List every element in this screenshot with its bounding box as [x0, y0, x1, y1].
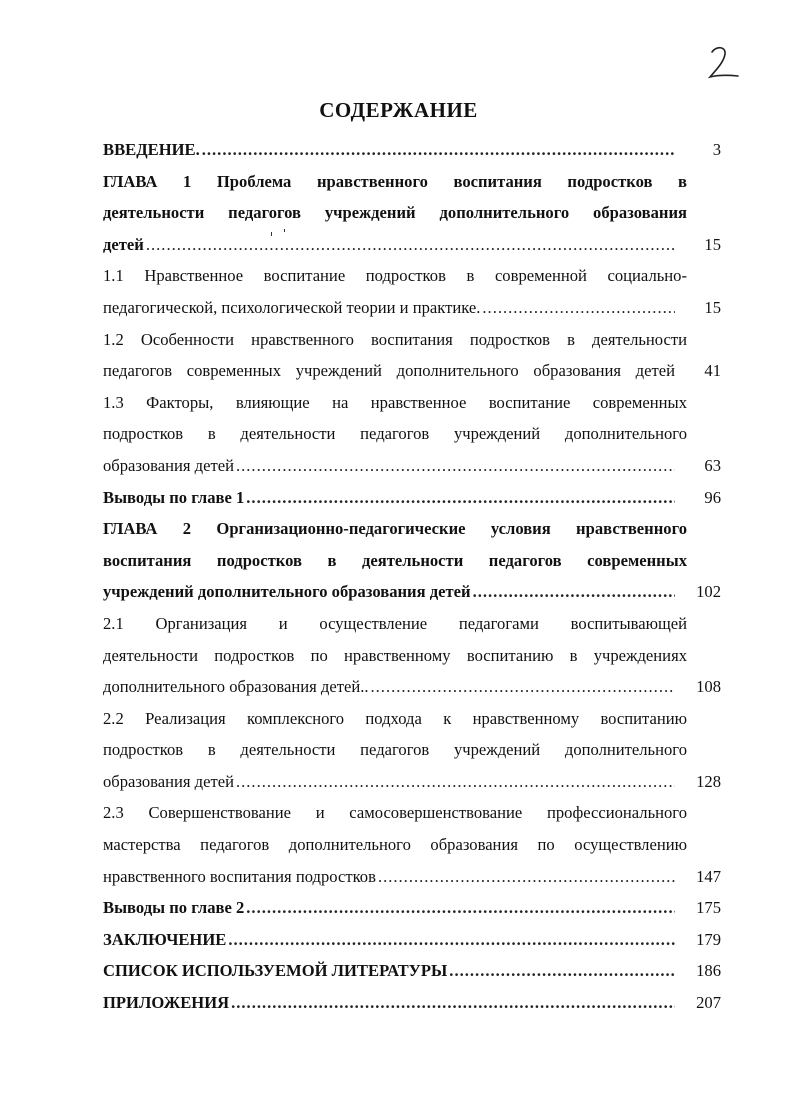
dot-leader — [449, 955, 675, 987]
toc-entry-label: ГЛАВА 1 Проблема нравственного воспитания подростков в — [103, 171, 687, 191]
toc-entry-conclusions-chapter-1[interactable] — [103, 482, 733, 514]
toc-page-number: 207 — [696, 993, 721, 1013]
toc-entry-conclusions-chapter-2[interactable] — [103, 892, 733, 924]
toc-page-number: 15 — [704, 297, 721, 317]
toc-page-number: 128 — [696, 771, 721, 791]
toc-entry-label: воспитания подростков в деятельности педагогов современных — [103, 550, 687, 570]
toc-entry-label: ПРИЛОЖЕНИЯ — [103, 993, 230, 1013]
toc-entry-introduction[interactable] — [103, 134, 733, 166]
toc-entry-label: нравственного воспитания подростков — [103, 866, 376, 886]
toc-entry-label: 2.3 Совершенствование и самосовершенствование профессионального — [103, 803, 687, 823]
toc-page-number: 102 — [696, 582, 721, 602]
toc-page-number: 63 — [704, 455, 721, 475]
toc-entry-label: учреждений дополнительного образования детей — [103, 582, 471, 602]
page-number-text — [706, 84, 707, 85]
toc-entry-section-1-1[interactable] — [103, 260, 733, 292]
toc-entry-label: подростков в деятельности педагогов учреждений дополнительного — [103, 740, 687, 760]
toc-entry-section-2-1-end — [103, 671, 733, 703]
toc-entry-label: 2.1 Организация и осуществление педагогами воспитывающей — [103, 613, 687, 633]
dot-leader — [246, 892, 675, 924]
toc-entry-label: 1.3 Факторы, влияющие на нравственное воспитание современных — [103, 392, 687, 412]
toc-entry-section-2-1[interactable] — [103, 608, 733, 640]
toc-entry-section-2-3-end — [103, 861, 733, 893]
toc-entry-chapter-1-cont — [103, 197, 733, 229]
toc-entry-label: педагогов современных учреждений дополнительного образования детей — [103, 361, 675, 381]
toc-entry-chapter-1-end — [103, 229, 733, 261]
table-of-contents — [103, 134, 733, 1019]
toc-page-number: 179 — [696, 929, 721, 949]
toc-entry-label: подростков в деятельности педагогов учреждений дополнительного — [103, 424, 687, 444]
toc-page-number: 41 — [704, 361, 721, 381]
toc-entry-section-1-2[interactable] — [103, 324, 733, 356]
toc-entry-label: образования детей — [103, 455, 234, 475]
toc-entry-label: мастерства педагогов дополнительного образования по осуществлению — [103, 835, 687, 855]
toc-entry-label: образования детей — [103, 771, 234, 791]
toc-entry-conclusion[interactable] — [103, 924, 733, 956]
page-title: СОДЕРЖАНИЕ — [319, 98, 478, 122]
toc-entry-label: ВВЕДЕНИЕ. — [103, 140, 200, 159]
dot-leader — [146, 229, 675, 261]
dot-leader — [246, 482, 675, 514]
toc-entry-label: детей — [103, 234, 144, 254]
toc-entry-section-2-2[interactable] — [103, 703, 733, 735]
toc-entry-section-2-2-end — [103, 766, 733, 798]
toc-entry-label: дополнительного образования детей.. — [103, 677, 369, 697]
toc-entry-chapter-2-cont — [103, 545, 733, 577]
toc-entry-section-1-3-cont — [103, 418, 733, 450]
toc-entry-references[interactable] — [103, 955, 733, 987]
toc-entry-section-2-3-cont — [103, 829, 733, 861]
toc-entry-label: 1.2 Особенности нравственного воспитания подростков в деятельности — [103, 329, 687, 349]
toc-entry-label: деятельности педагогов учреждений дополнительного образования — [103, 203, 687, 223]
dot-leader — [378, 861, 675, 893]
toc-page-number: 108 — [696, 677, 721, 697]
handwritten-page-number — [706, 44, 742, 84]
toc-page-number: 3 — [712, 140, 721, 159]
toc-entry-section-2-1-cont — [103, 640, 733, 672]
toc-entry-label: 1.1 Нравственное воспитание подростков в современной социально- — [103, 266, 687, 286]
handwritten-two-glyph — [706, 44, 742, 84]
toc-page-number: 186 — [696, 961, 721, 981]
toc-entry-label: 2.2 Реализация комплексного подхода к нравственному воспитанию — [103, 708, 687, 728]
toc-entry-chapter-2[interactable] — [103, 513, 733, 545]
toc-entry-label: Выводы по главе 2 — [103, 898, 245, 918]
toc-entry-label: ГЛАВА 2 Организационно-педагогические условия нравственного — [103, 519, 687, 539]
dot-leader — [473, 576, 675, 608]
toc-entry-section-1-3[interactable] — [103, 387, 733, 419]
toc-page-number: 15 — [704, 234, 721, 254]
toc-entry-section-2-2-cont — [103, 734, 733, 766]
toc-entry-chapter-2-end — [103, 576, 733, 608]
toc-entry-label: деятельности подростков по нравственному воспитанию в учреждениях — [103, 645, 687, 665]
toc-entry-section-2-3[interactable] — [103, 797, 733, 829]
toc-page-number: 96 — [704, 487, 721, 507]
dot-leader — [228, 924, 675, 956]
toc-page-number: 175 — [696, 898, 721, 918]
toc-entry-section-1-2-end — [103, 355, 733, 387]
toc-entry-appendices[interactable] — [103, 987, 733, 1019]
toc-entry-section-1-1-end — [103, 292, 733, 324]
dot-leader — [482, 292, 675, 324]
dot-leader — [231, 987, 675, 1019]
dot-leader — [236, 450, 675, 482]
dot-leader — [371, 671, 676, 703]
toc-entry-label: СПИСОК ИСПОЛЬЗУЕМОЙ ЛИТЕРАТУРЫ — [103, 961, 448, 981]
toc-entry-chapter-1[interactable] — [103, 166, 733, 198]
toc-entry-label: Выводы по главе 1 — [103, 487, 245, 507]
dot-leader — [202, 134, 675, 166]
dot-leader — [236, 766, 675, 798]
toc-entry-label: ЗАКЛЮЧЕНИЕ — [103, 929, 227, 949]
toc-entry-section-1-3-end — [103, 450, 733, 482]
toc-entry-label: педагогической, психологической теории и практике. — [103, 297, 481, 317]
toc-page-number: 147 — [696, 866, 721, 886]
